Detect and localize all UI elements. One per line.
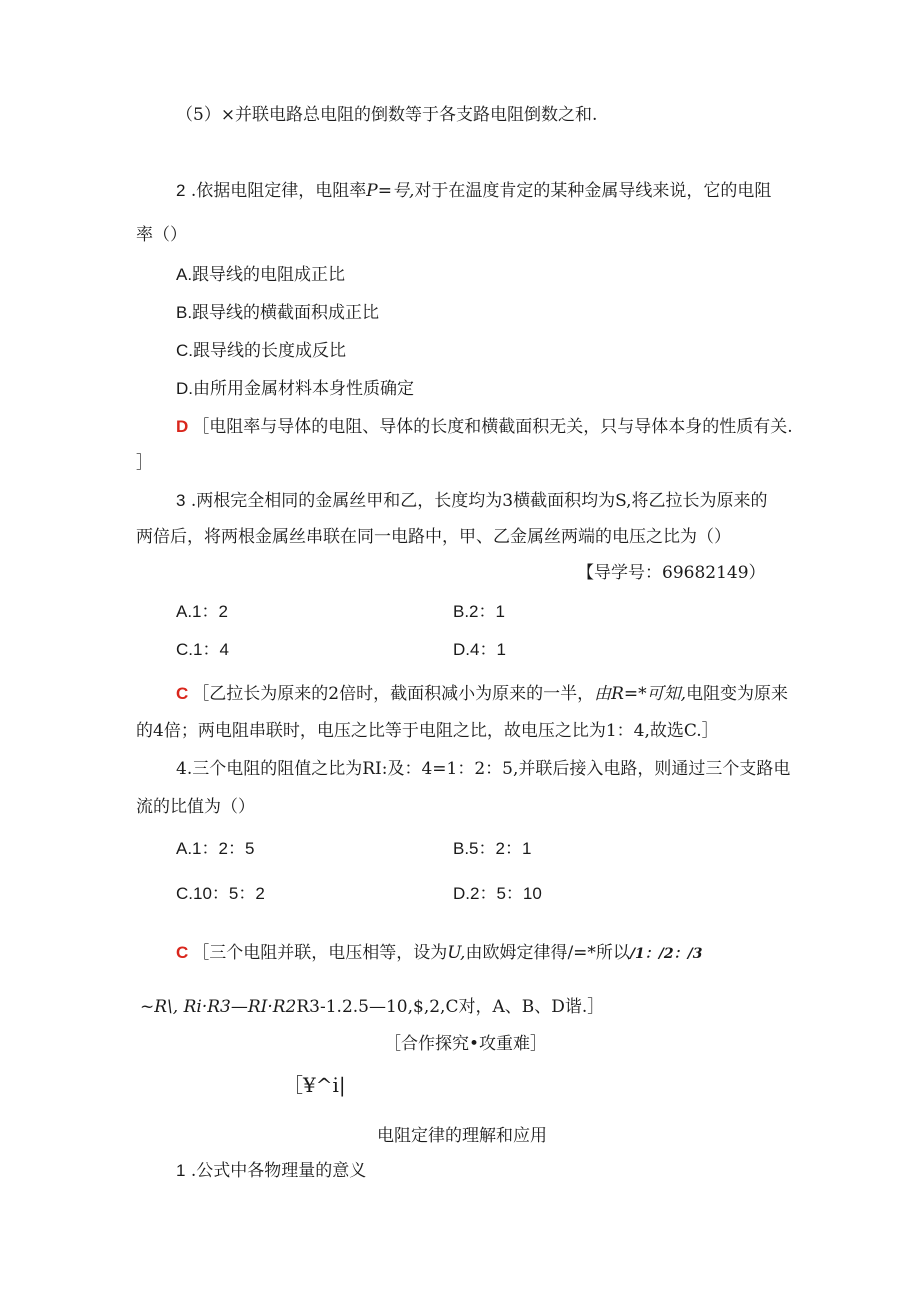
question-3-option-d: D.4：1: [453, 640, 506, 659]
question-4-answer-rest: R3-1.2.5—10,$,2,C对，A、B、D谐.］: [296, 997, 605, 1017]
question-3-number: 3: [176, 491, 186, 510]
question-3-answer-formula: 由R=*可知,: [594, 684, 687, 704]
question-3-answer-letter: C: [176, 684, 189, 703]
question-2-text-b: 对于在温度肯定的某种金属导线来说，它的电阻: [414, 181, 772, 201]
question-3-option-c: C.1：4: [176, 640, 229, 659]
question-3-answer-b: 电阻变为原来: [686, 684, 789, 704]
question-4-answer-line-1: [176, 942, 703, 965]
question-3-ref: 【导学号：69682149）: [577, 563, 766, 583]
question-2-option-b: B.跟导线的横截面积成正比: [176, 303, 380, 322]
question-3-option-a: A.1：2: [176, 602, 228, 621]
question-2-option-c: C.跟导线的长度成反比: [176, 341, 346, 360]
question-3-answer-a: ［乙拉长为原来的2倍时，截面积减小为原来的一半，: [192, 684, 595, 704]
question-2-line-2: 率（）: [136, 225, 187, 245]
question-3-answer-line-1: [176, 683, 788, 705]
question-2-option-d: D.由所用金属材料本身性质确定: [176, 379, 414, 398]
question-4-answer-b: 由欧姆定律得/=*所以: [465, 943, 630, 963]
question-3-answer-line-2: 的4倍；两电阻串联时，电压之比等于电阻之比，故电压之比为1：4,故选C.］: [136, 721, 719, 741]
question-2-answer-letter: D: [176, 417, 189, 436]
question-3-line-2: 两倍后，将两根金属丝串联在同一电路中，甲、乙金属丝两端的电压之比为（）: [136, 527, 731, 547]
question-4-answer-ratio: /1：/2：/3: [629, 946, 703, 962]
question-2-answer-close: ］: [136, 453, 153, 473]
question-3-text: .两根完全相同的金属丝甲和乙，长度均为3横截面积均为S,将乙拉长为原来的: [190, 491, 768, 511]
question-4-answer-formula: ~R\, Ri·R3—RI·R2: [140, 997, 297, 1017]
question-4-line-1: 4.三个电阻的阻值之比为RI:及：4=1：2：5,并联后接入电路，则通过三个支路电: [176, 759, 791, 779]
question-4-answer-letter: C: [176, 943, 189, 962]
question-2-line-1: [176, 180, 771, 202]
question-2-answer: [176, 416, 793, 438]
question-3-option-b: B.2：1: [453, 602, 505, 621]
question-2-answer-text: ［电阻率与导体的电阻、导体的长度和横截面积无关，只与导体本身的性质有关.: [192, 417, 793, 437]
question-4-option-c: C.10：5：2: [176, 884, 265, 903]
section-item-number: 1: [176, 1161, 186, 1180]
section-badge: ［¥^i|: [283, 1073, 346, 1097]
section-heading: ［合作探究•攻重难］: [384, 1034, 548, 1054]
question-2-number: 2: [176, 181, 186, 200]
question-4-line-2: 流的比值为（）: [136, 797, 255, 817]
question-2-formula: P=号,: [366, 181, 415, 201]
question-3-line-1: [176, 490, 768, 512]
section-item-1: [176, 1160, 366, 1182]
question-4-answer-a: ［三个电阻并联，电压相等，设为: [192, 943, 448, 963]
question-4-answer-line-2: [140, 996, 604, 1018]
question-2-option-a: A.跟导线的电阻成正比: [176, 265, 346, 284]
section-title: 电阻定律的理解和应用: [377, 1126, 547, 1146]
section-item-text: .公式中各物理量的意义: [190, 1161, 367, 1181]
question-4-answer-u: U,: [447, 943, 466, 963]
question-4-option-b: B.5：2：1: [453, 839, 532, 858]
question-2-text-a: .依据电阻定律，电阻率: [190, 181, 367, 201]
question-4-option-a: A.1：2：5: [176, 839, 255, 858]
question-4-option-d: D.2：5：10: [453, 884, 542, 903]
statement-5: （5）×并联电路总电阻的倒数等于各支路电阻倒数之和.: [176, 105, 598, 125]
